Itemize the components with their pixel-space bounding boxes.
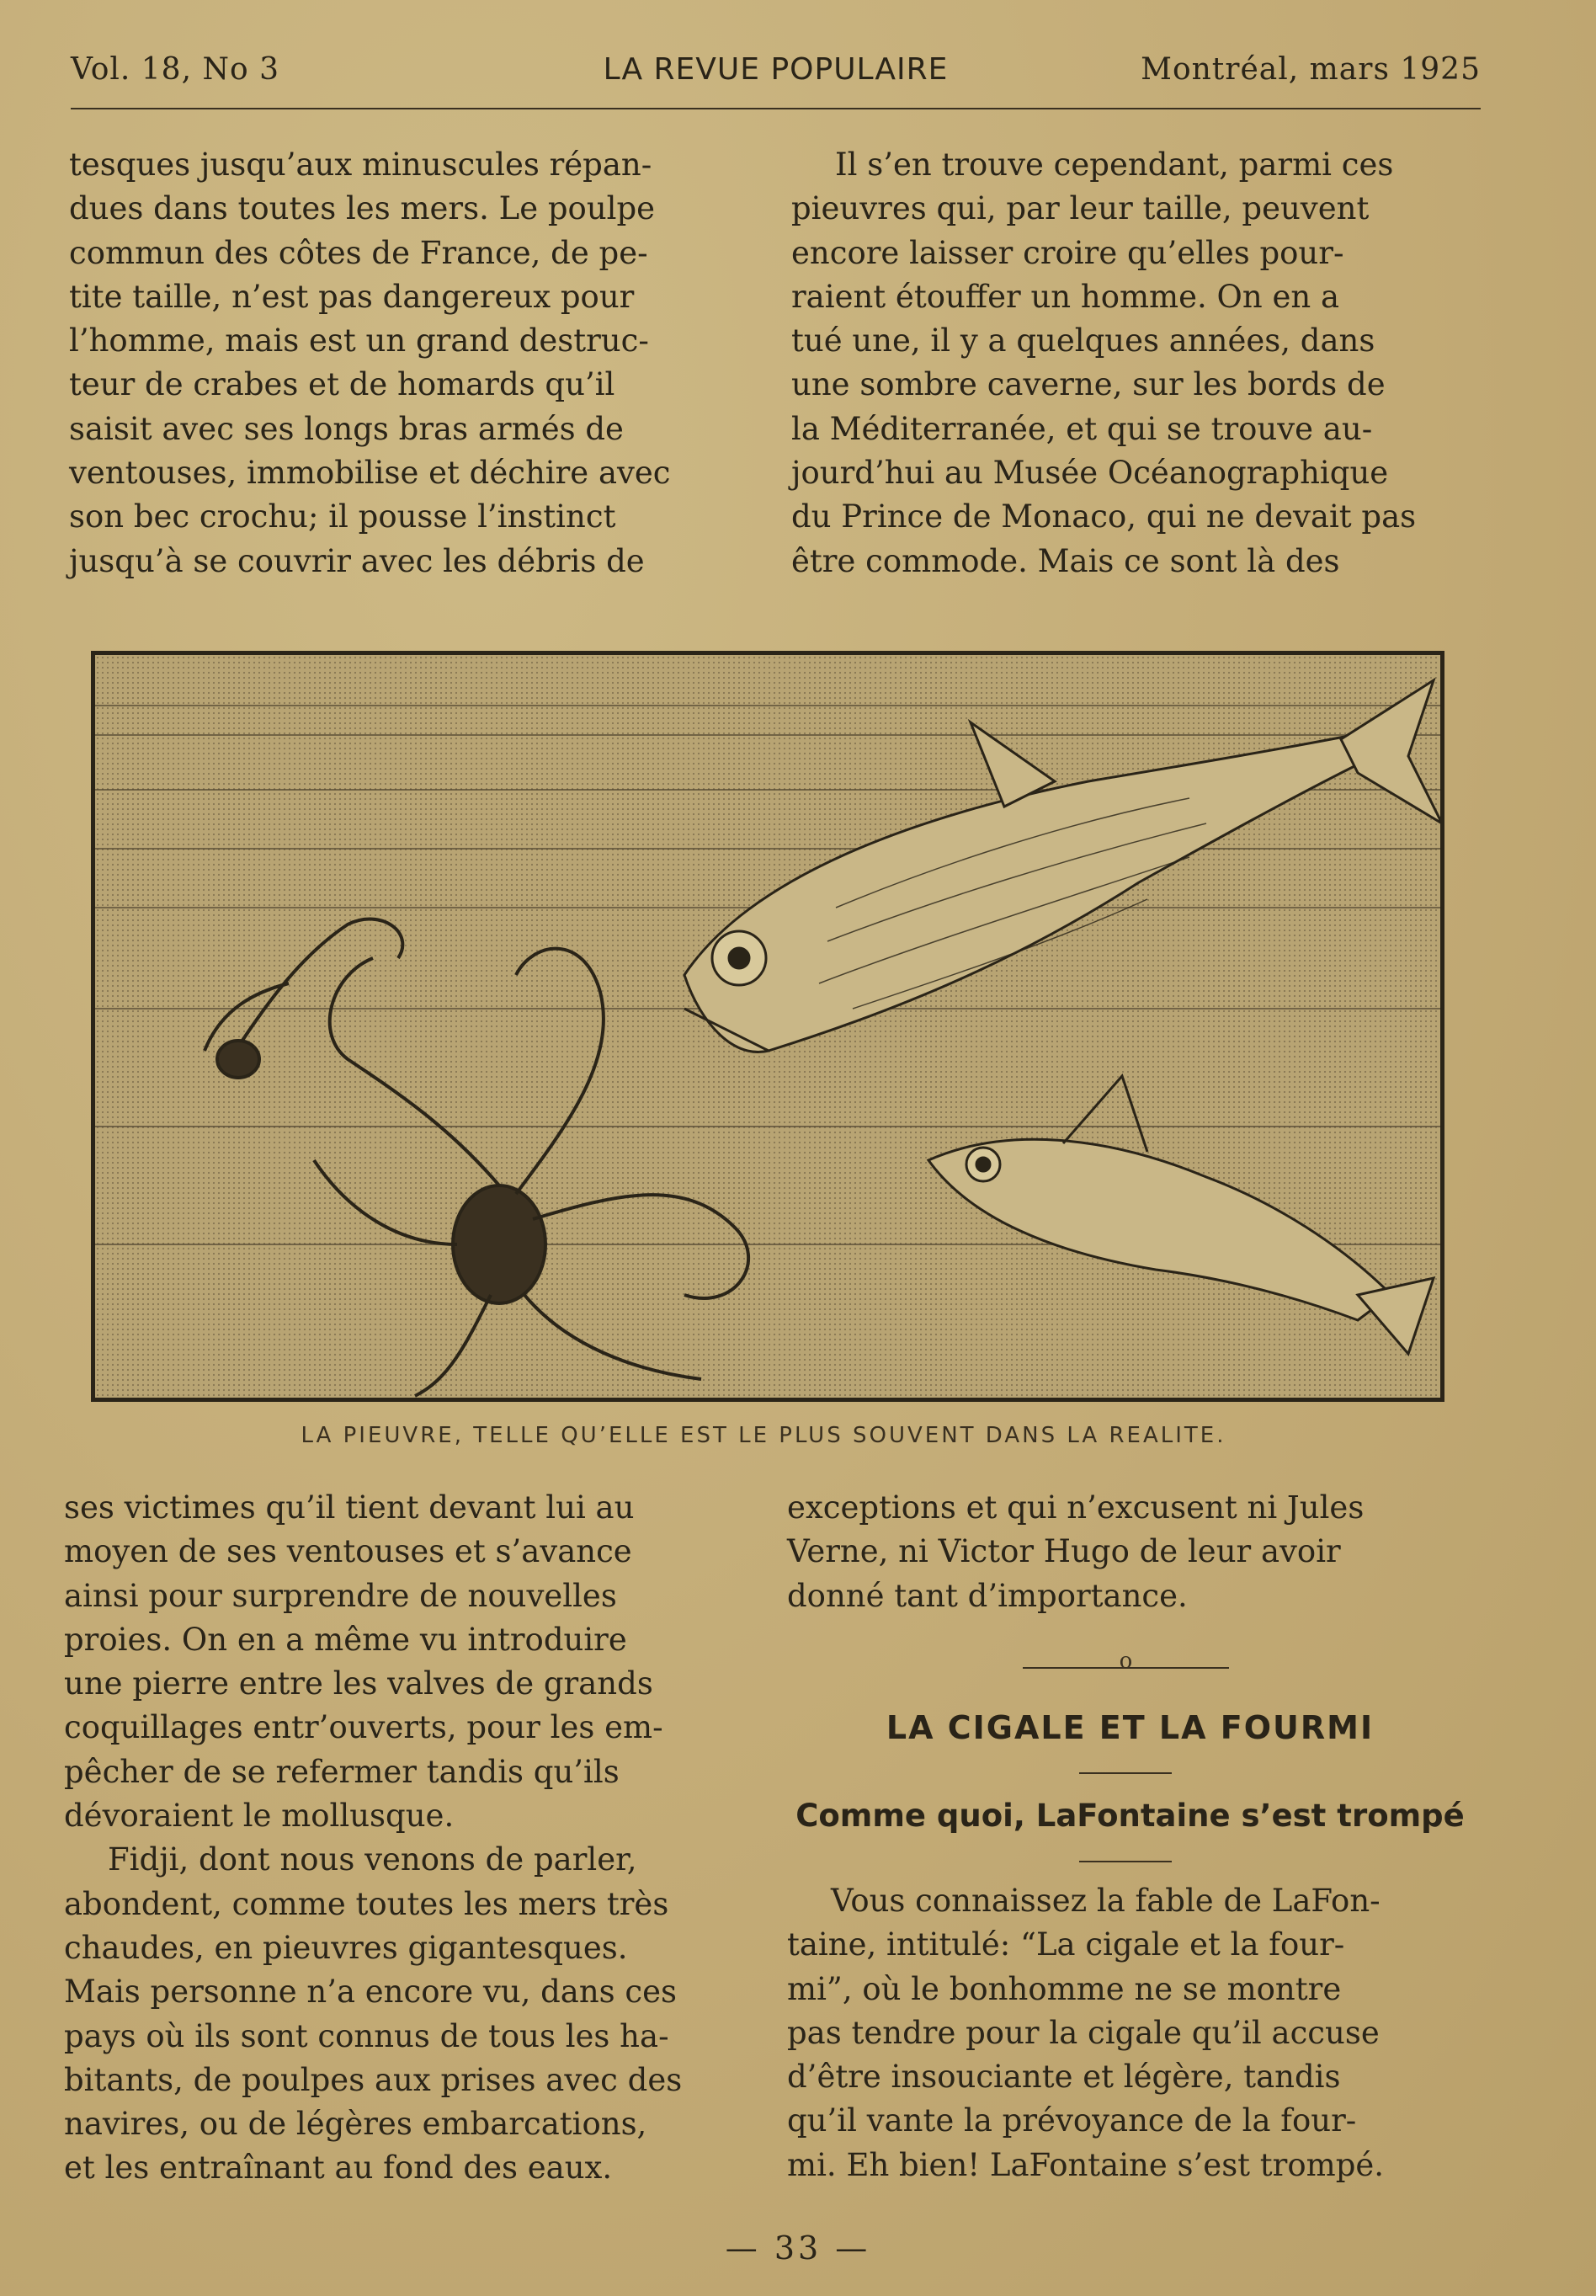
title-rule bbox=[1079, 1772, 1172, 1774]
text-line: dues dans toutes les mers. Le poulpe bbox=[69, 190, 656, 227]
text-line: et les entraînant au fond des eaux. bbox=[64, 2150, 613, 2187]
text-line: Fidji, dont nous venons de parler, bbox=[108, 1841, 637, 1878]
text-line: pieuvres qui, par leur taille, peuvent bbox=[791, 190, 1370, 227]
text-line: d’être insouciante et légère, tandis bbox=[787, 2059, 1341, 2096]
subtitle-rule bbox=[1079, 1861, 1172, 1862]
text-line: moyen de ses ventouses et s’avance bbox=[64, 1533, 632, 1570]
illustration-caption: LA PIEUVRE, TELLE QU’ELLE EST LE PLUS SOUVENT DANS LA REALITE. bbox=[301, 1423, 1226, 1448]
article-subtitle: Comme quoi, LaFontaine s’est trompé bbox=[795, 1798, 1465, 1834]
text-line: exceptions et qui n’excusent ni Jules bbox=[787, 1489, 1365, 1526]
text-line: coquillages entr’ouverts, pour les em- bbox=[64, 1709, 663, 1746]
text-line: une sombre caverne, sur les bords de bbox=[791, 366, 1386, 403]
article-body bbox=[787, 1879, 1473, 2187]
text-line: teur de crabes et de homards qu’il bbox=[69, 366, 615, 403]
text-line: chaudes, en pieuvres gigantesques. bbox=[64, 1929, 628, 1966]
publication-title: LA REVUE POPULAIRE bbox=[603, 52, 949, 87]
text-line: raient étouffer un homme. On en a bbox=[791, 278, 1340, 315]
text-column-top-left bbox=[69, 143, 751, 583]
text-line: ventouses, immobilise et déchire avec bbox=[69, 455, 671, 492]
text-line: ses victimes qu’il tient devant lui au bbox=[64, 1489, 635, 1526]
running-header bbox=[71, 52, 1481, 103]
text-line: Il s’en trouve cependant, parmi ces bbox=[835, 146, 1394, 183]
text-line: ainsi pour surprendre de nouvelles bbox=[64, 1577, 617, 1614]
text-line: la Méditerranée, et qui se trouve au- bbox=[791, 410, 1373, 447]
text-line: abondent, comme toutes les mers très bbox=[64, 1885, 669, 1922]
text-line: qu’il vante la prévoyance de la four- bbox=[787, 2102, 1357, 2139]
text-line: pêcher de se refermer tandis qu’ils bbox=[64, 1753, 620, 1790]
text-line: l’homme, mais est un grand destruc- bbox=[69, 322, 649, 360]
text-line: mi. Eh bien! LaFontaine s’est trompé. bbox=[787, 2146, 1385, 2183]
text-line: mi”, où le bonhomme ne se montre bbox=[787, 1970, 1342, 2007]
text-line: une pierre entre les valves de grands bbox=[64, 1665, 653, 1702]
text-line: navires, ou de légères embarcations, bbox=[64, 2106, 647, 2143]
octopus-illustration bbox=[91, 651, 1444, 1402]
text-column-top-right bbox=[791, 143, 1477, 583]
volume-number: Vol. 18, No 3 bbox=[71, 52, 279, 87]
page-number: — 33 — bbox=[725, 2229, 871, 2267]
text-line: son bec crochu; il pousse l’instinct bbox=[69, 498, 616, 535]
text-line: jusqu’à se couvrir avec les débris de bbox=[69, 542, 645, 579]
section-separator-mark: o bbox=[1119, 1649, 1133, 1674]
engraving-image bbox=[95, 655, 1440, 1398]
text-line: bitants, de poulpes aux prises avec des bbox=[64, 2061, 683, 2098]
text-line: Mais personne n’a encore vu, dans ces bbox=[64, 1974, 678, 2011]
text-line: tite taille, n’est pas dangereux pour bbox=[69, 278, 635, 315]
text-line: dévoraient le mollusque. bbox=[64, 1798, 455, 1835]
text-line: jourd’hui au Musée Océanographique bbox=[791, 455, 1389, 492]
text-line: Vous connaissez la fable de LaFon- bbox=[831, 1883, 1381, 1919]
text-column-bottom-right bbox=[787, 1486, 1473, 1618]
text-column-bottom-left bbox=[64, 1486, 742, 2191]
text-line: taine, intitulé: “La cigale et la four- bbox=[787, 1926, 1345, 1963]
text-line: encore laisser croire qu’elles pour- bbox=[791, 234, 1344, 271]
text-line: être commode. Mais ce sont là des bbox=[791, 542, 1340, 579]
text-line: pas tendre pour la cigale qu’il accuse bbox=[787, 2014, 1380, 2051]
header-rule bbox=[71, 108, 1481, 109]
text-line: Verne, ni Victor Hugo de leur avoir bbox=[787, 1533, 1341, 1570]
text-line: donné tant d’importance. bbox=[787, 1577, 1188, 1614]
text-line: pays où ils sont connus de tous les ha- bbox=[64, 2017, 669, 2054]
text-line: commun des côtes de France, de pe- bbox=[69, 234, 648, 271]
text-line: saisit avec ses longs bras armés de bbox=[69, 410, 624, 447]
issue-date: Montréal, mars 1925 bbox=[1141, 52, 1481, 87]
text-line: tesques jusqu’aux minuscules répan- bbox=[69, 146, 652, 183]
text-line: proies. On en a même vu introduire bbox=[64, 1621, 627, 1658]
article-title: LA CIGALE ET LA FOURMI bbox=[886, 1709, 1375, 1746]
text-line: tué une, il y a quelques années, dans bbox=[791, 322, 1375, 360]
text-line: du Prince de Monaco, qui ne devait pas bbox=[791, 498, 1417, 535]
